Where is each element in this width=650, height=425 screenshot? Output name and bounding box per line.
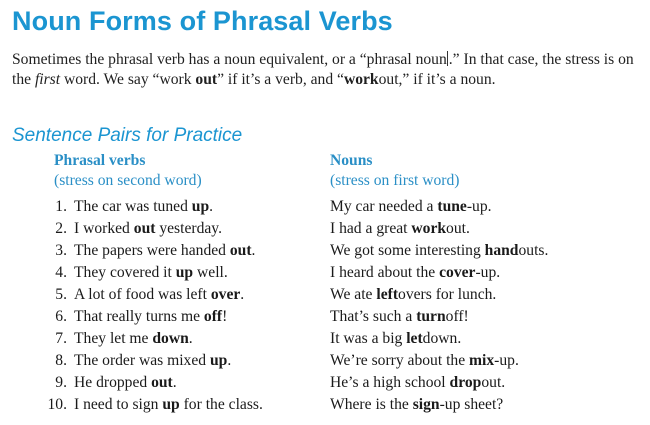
sentence-pairs-list <box>0 196 650 416</box>
sentence-text: . <box>251 242 256 259</box>
pair-number: 9. <box>55 374 67 391</box>
sentence-pair-row <box>0 196 650 218</box>
phrasal-verb-sentence <box>74 262 228 284</box>
phrasal-verb-sentence <box>74 284 244 306</box>
nouns-column-header <box>330 151 460 191</box>
phrasal-verb-sentence <box>74 394 263 416</box>
intro-emphasis: first <box>34 71 61 88</box>
column-subheading: (stress on first word) <box>330 172 460 189</box>
stressed-word: turn <box>416 308 446 325</box>
pair-number: 5. <box>55 286 67 303</box>
phrasal-verbs-column-header <box>54 151 202 191</box>
sentence-text: out. <box>481 374 506 391</box>
sentence-text: The papers were handed <box>74 242 230 259</box>
pair-number: 6. <box>55 308 67 325</box>
sentence-pair-row <box>0 262 650 284</box>
sentence-pair-row <box>0 284 650 306</box>
sentence-pair-row <box>0 350 650 372</box>
sentence-text: . <box>209 198 214 215</box>
sentence-text: ! <box>222 308 228 325</box>
sentence-text: outs. <box>518 242 549 259</box>
noun-sentence <box>330 372 505 394</box>
intro-text: .” In that case, the stress is on the <box>12 51 634 88</box>
sentence-text: . <box>240 286 245 303</box>
phrasal-verb-sentence <box>74 350 231 372</box>
phrasal-verb-sentence <box>74 240 255 262</box>
column-heading: Phrasal verbs <box>54 152 146 169</box>
noun-sentence <box>330 394 503 416</box>
phrasal-verb-sentence <box>74 328 193 350</box>
column-subheading: (stress on second word) <box>54 172 202 189</box>
stressed-word: out <box>133 220 156 237</box>
sentence-pair-row <box>0 328 650 350</box>
intro-stress: work <box>343 71 379 88</box>
phrasal-verb-sentence <box>74 196 213 218</box>
stressed-word: hand <box>484 242 519 259</box>
sentence-text: It was a big <box>330 330 407 347</box>
intro-paragraph <box>12 50 640 90</box>
sentence-text: They let me <box>74 330 153 347</box>
stressed-word: up <box>175 264 194 281</box>
pair-number: 8. <box>55 352 67 369</box>
stressed-word: up <box>162 396 180 413</box>
stressed-word: out <box>229 242 252 259</box>
sentence-text: That really turns me <box>74 308 204 325</box>
stressed-word: sign <box>412 396 440 413</box>
sentence-text: The order was mixed <box>74 352 210 369</box>
phrasal-verb-sentence <box>74 218 222 240</box>
pair-number: 4. <box>55 264 67 281</box>
sentence-text: We ate <box>330 286 377 303</box>
sentence-text: A lot of food was left <box>74 286 211 303</box>
sentence-text: The car was tuned <box>74 198 192 215</box>
intro-text: Sometimes the phrasal verb has a noun equivalent, or a “phrasal noun <box>12 51 447 68</box>
sentence-text: . <box>172 374 177 391</box>
noun-sentence <box>330 306 469 328</box>
sentence-pair-row <box>0 394 650 416</box>
sentence-text: I heard about the <box>330 264 440 281</box>
intro-text: ” if it’s a verb, and “ <box>217 71 344 88</box>
stressed-word: cover <box>439 264 476 281</box>
intro-text: word. We say “work <box>60 71 196 88</box>
noun-sentence <box>330 284 496 306</box>
sentence-text: well. <box>193 264 228 281</box>
sentence-text: out. <box>446 220 470 237</box>
sentence-text: -up. <box>494 352 519 369</box>
stressed-word: drop <box>449 374 482 391</box>
sentence-text: -up. <box>475 264 501 281</box>
sentence-text: I had a great <box>330 220 412 237</box>
sentence-text: -up sheet? <box>439 396 504 413</box>
pair-number: 7. <box>55 330 67 347</box>
stressed-word: left <box>376 286 399 303</box>
phrasal-verb-sentence <box>74 306 227 328</box>
pair-number: 2. <box>55 220 67 237</box>
stressed-word: mix <box>469 352 495 369</box>
sentence-text: I need to sign <box>74 396 163 413</box>
stressed-word: up <box>191 198 210 215</box>
sentence-text: yesterday. <box>155 220 222 237</box>
sentence-text: We’re sorry about the <box>330 352 470 369</box>
intro-stress: out <box>195 71 218 88</box>
pair-number: 10. <box>47 396 67 413</box>
sentence-text: off! <box>445 308 469 325</box>
noun-sentence <box>330 262 500 284</box>
noun-sentence <box>330 218 470 240</box>
sentence-text: My car needed a <box>330 198 438 215</box>
pair-number: 1. <box>55 198 67 215</box>
section-subtitle: Sentence Pairs for Practice <box>12 125 243 146</box>
sentence-pair-row <box>0 372 650 394</box>
column-heading: Nouns <box>330 152 373 169</box>
sentence-pair-row <box>0 306 650 328</box>
noun-sentence <box>330 350 519 372</box>
sentence-text: I worked <box>74 220 134 237</box>
sentence-pair-row <box>0 218 650 240</box>
sentence-text: Where is the <box>330 396 413 413</box>
sentence-text: down. <box>422 330 462 347</box>
sentence-text: . <box>188 330 193 347</box>
sentence-text: He’s a high school <box>330 374 450 391</box>
stressed-word: out <box>151 374 173 391</box>
phrasal-verb-sentence <box>74 372 177 394</box>
sentence-text: . <box>227 352 232 369</box>
sentence-text: overs for lunch. <box>398 286 497 303</box>
pair-number: 3. <box>55 242 67 259</box>
noun-sentence <box>330 196 492 218</box>
stressed-word: down <box>152 330 189 347</box>
sentence-text: He dropped <box>74 374 152 391</box>
sentence-text: -up. <box>466 198 492 215</box>
sentence-text: They covered it <box>74 264 176 281</box>
noun-sentence <box>330 328 461 350</box>
page-title: Noun Forms of Phrasal Verbs <box>12 6 393 36</box>
sentence-text: That’s such a <box>330 308 417 325</box>
sentence-text: We got some interesting <box>330 242 485 259</box>
stressed-word: up <box>209 352 228 369</box>
sentence-pair-row <box>0 240 650 262</box>
stressed-word: tune <box>437 198 467 215</box>
noun-sentence <box>330 240 548 262</box>
stressed-word: work <box>411 220 447 237</box>
stressed-word: let <box>406 330 423 347</box>
sentence-text: for the class. <box>179 396 263 413</box>
stressed-word: off <box>203 308 223 325</box>
stressed-word: over <box>210 286 241 303</box>
intro-text: out,” if it’s a noun. <box>378 71 496 88</box>
